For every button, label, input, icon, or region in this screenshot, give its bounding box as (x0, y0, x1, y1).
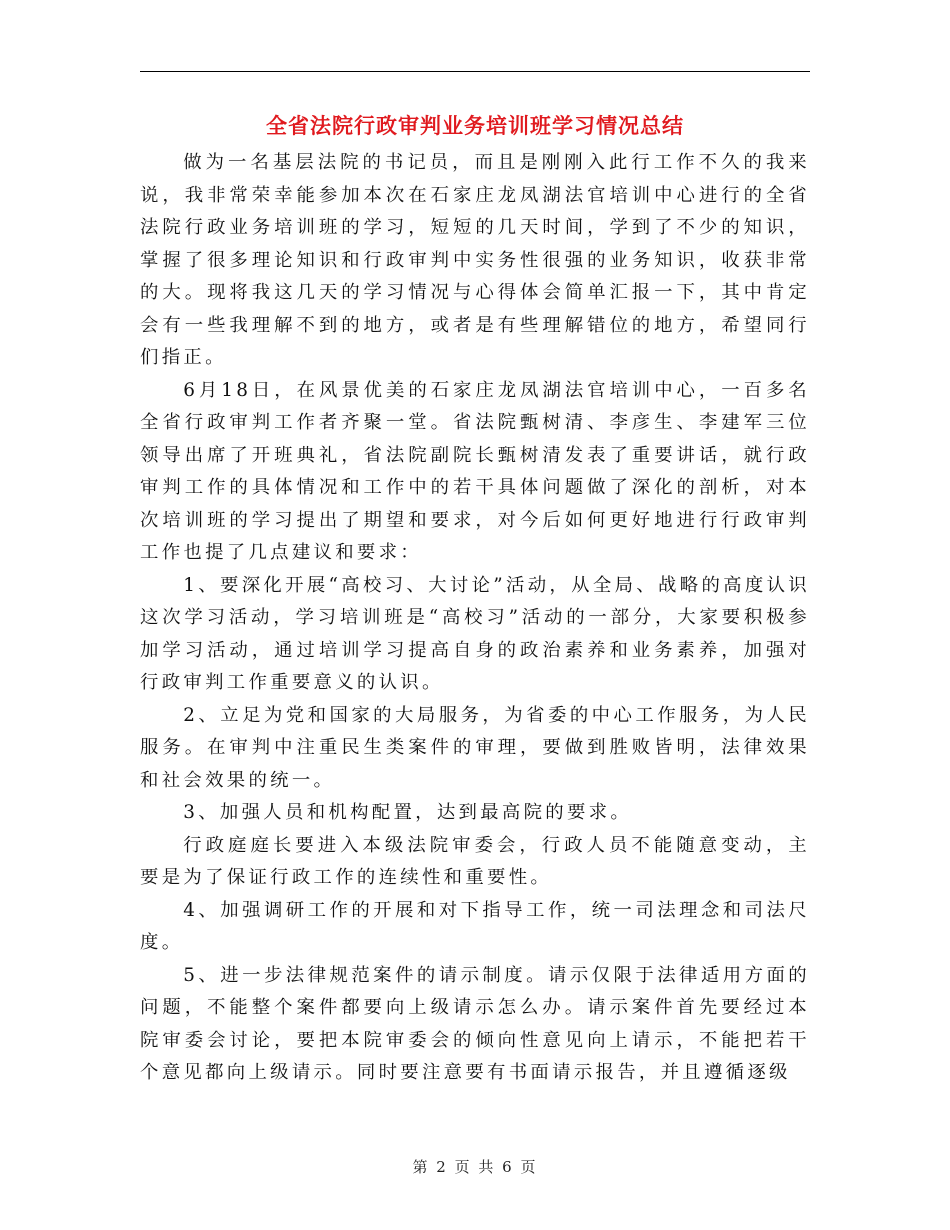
paragraph-point-5: 5、进一步法律规范案件的请示制度。请示仅限于法律适用方面的问题，不能整个案件都要向上级请示怎么办。请示案件首先要经过本院审委会讨论，要把本院审委会的倾向性意见向上请示，不能把若干个意见都向上级请示。同时要注意要有书面请示报告，并且遵循逐级 (140, 964, 810, 1083)
paragraph-point-3-detail: 行政庭庭长要进入本级法院审委会，行政人员不能随意变动，主要是为了保证行政工作的连续性和重要性。 (140, 834, 810, 888)
page-number-footer: 第 2 页 共 6 页 (412, 1158, 538, 1176)
paragraph-opening-ceremony: 6月18日，在风景优美的石家庄龙凤湖法官培训中心，一百多名全省行政审判工作者齐聚一堂。省法院甄树清、李彦生、李建军三位领导出席了开班典礼，省法院副院长甄树清发表了重要讲话，就行政审判工作的具体情况和工作中的若干具体问题做了深化的剖析，对本次培训班的学习提出了期望和要求，对今后如何更好地进行行政审判工作也提了几点建议和要求： (140, 379, 810, 563)
header-rule (140, 71, 810, 72)
paragraph-point-1: 1、要深化开展“高校习、大讨论”活动，从全局、战略的高度认识这次学习活动，学习培训班是“高校习”活动的一部分，大家要积极参加学习活动，通过培训学习提高自身的政治素养和业务素养，加强对行政审判工作重要意义的认识。 (140, 574, 810, 693)
paragraph-point-3: 3、加强人员和机构配置，达到最高院的要求。 (183, 802, 633, 823)
paragraph-intro: 做为一名基层法院的书记员，而且是刚刚入此行工作不久的我来说，我非常荣幸能参加本次在石家庄龙凤湖法官培训中心进行的全省法院行政业务培训班的学习，短短的几天时间，学到了不少的知识，掌握了很多理论知识和行政审判中实务性很强的业务知识，收获非常的大。现将我这几天的学习情况与心得体会简单汇报一下，其中肯定会有一些我理解不到的地方，或者是有些理解错位的地方，希望同行们指正。 (140, 152, 810, 368)
document-title: 全省法院行政审判业务培训班学习情况总结 (266, 114, 684, 138)
paragraph-point-2: 2、立足为党和国家的大局服务，为省委的中心工作服务，为人民服务。在审判中注重民生类案件的审理，要做到胜败皆明，法律效果和社会效果的统一。 (140, 704, 810, 791)
paragraph-point-4: 4、加强调研工作的开展和对下指导工作，统一司法理念和司法尺度。 (140, 899, 810, 953)
document-body (140, 147, 810, 1090)
